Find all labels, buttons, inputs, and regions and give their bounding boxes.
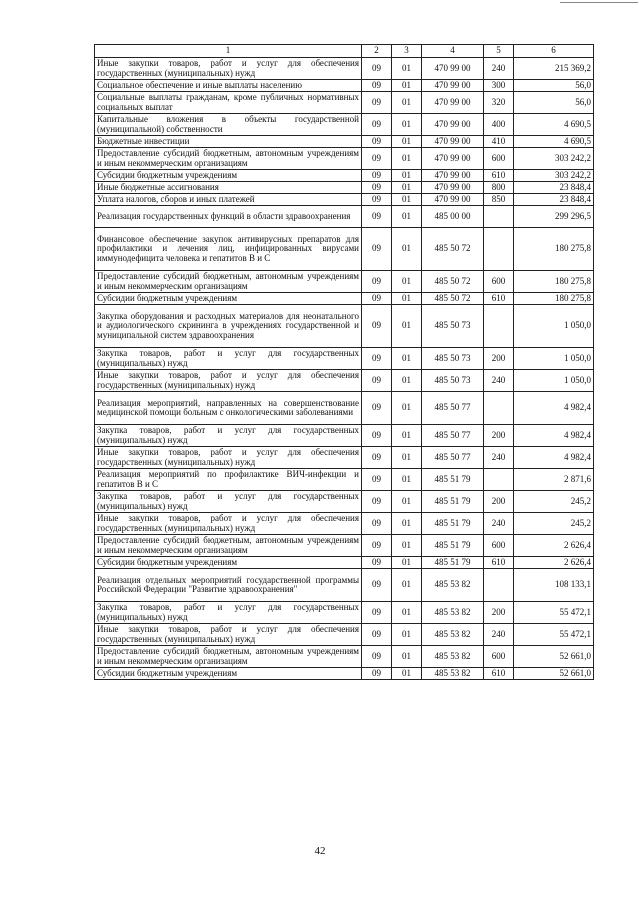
row-section-cell: 09 xyxy=(362,58,392,80)
row-name-cell: Закупка товаров, работ и услуг для государственных (муниципальных) нужд xyxy=(95,348,362,370)
row-amount-cell: 1 050,0 xyxy=(514,370,594,392)
row-section-cell: 09 xyxy=(362,602,392,624)
row-expense-type-cell: 320 xyxy=(484,92,514,114)
row-name-cell: Социальные выплаты гражданам, кроме публичных нормативных социальных выплат xyxy=(95,92,362,114)
row-target-article-cell: 485 51 79 xyxy=(422,535,484,557)
row-subsection-cell: 01 xyxy=(392,447,422,469)
row-expense-type-cell: 610 xyxy=(484,668,514,680)
scan-edge-mark xyxy=(560,2,638,5)
row-expense-type-cell xyxy=(484,392,514,425)
row-expense-type-cell: 850 xyxy=(484,194,514,206)
row-target-article-cell: 470 99 00 xyxy=(422,136,484,148)
row-name-cell: Субсидии бюджетным учреждениям xyxy=(95,557,362,569)
row-name-cell: Субсидии бюджетным учреждениям xyxy=(95,293,362,305)
row-subsection-cell: 01 xyxy=(392,80,422,92)
row-amount-cell: 4 690,5 xyxy=(514,136,594,148)
row-section-cell: 09 xyxy=(362,392,392,425)
row-amount-cell: 180 275,8 xyxy=(514,271,594,293)
header-row xyxy=(95,45,594,58)
row-expense-type-cell: 600 xyxy=(484,271,514,293)
row-name-cell: Иные бюджетные ассигнования xyxy=(95,182,362,194)
row-target-article-cell: 485 51 79 xyxy=(422,491,484,513)
row-target-article-cell: 470 99 00 xyxy=(422,114,484,136)
row-amount-cell: 108 133,1 xyxy=(514,569,594,602)
row-target-article-cell: 485 51 79 xyxy=(422,469,484,491)
row-section-cell: 09 xyxy=(362,646,392,668)
table-row xyxy=(95,557,594,569)
row-target-article-cell: 485 50 73 xyxy=(422,370,484,392)
row-expense-type-cell: 600 xyxy=(484,646,514,668)
row-section-cell: 09 xyxy=(362,569,392,602)
row-expense-type-cell: 200 xyxy=(484,348,514,370)
row-section-cell: 09 xyxy=(362,206,392,228)
row-subsection-cell: 01 xyxy=(392,92,422,114)
header-cell-target-article: 4 xyxy=(422,45,484,58)
row-target-article-cell: 485 50 77 xyxy=(422,392,484,425)
row-target-article-cell: 470 99 00 xyxy=(422,92,484,114)
row-amount-cell: 2 871,6 xyxy=(514,469,594,491)
row-section-cell: 09 xyxy=(362,370,392,392)
row-section-cell: 09 xyxy=(362,305,392,348)
row-amount-cell: 55 472,1 xyxy=(514,624,594,646)
table-row xyxy=(95,370,594,392)
row-target-article-cell: 470 99 00 xyxy=(422,148,484,170)
row-name-cell: Реализация мероприятий по профилактике ВИЧ-инфекции и гепатитов В и С xyxy=(95,469,362,491)
row-expense-type-cell: 300 xyxy=(484,80,514,92)
row-section-cell: 09 xyxy=(362,513,392,535)
row-subsection-cell: 01 xyxy=(392,305,422,348)
row-expense-type-cell xyxy=(484,305,514,348)
row-subsection-cell: 01 xyxy=(392,569,422,602)
row-expense-type-cell: 800 xyxy=(484,182,514,194)
row-section-cell: 09 xyxy=(362,92,392,114)
row-amount-cell: 180 275,8 xyxy=(514,293,594,305)
row-subsection-cell: 01 xyxy=(392,182,422,194)
row-amount-cell: 245,2 xyxy=(514,513,594,535)
table-row xyxy=(95,668,594,680)
row-expense-type-cell: 410 xyxy=(484,136,514,148)
row-subsection-cell: 01 xyxy=(392,491,422,513)
table-body xyxy=(95,45,594,680)
row-name-cell: Реализация мероприятий, направленных на совершенствование медицинской помощи больным с онкологическими заболеваниями xyxy=(95,392,362,425)
row-expense-type-cell: 400 xyxy=(484,114,514,136)
table-row xyxy=(95,92,594,114)
table-row xyxy=(95,624,594,646)
row-expense-type-cell: 600 xyxy=(484,148,514,170)
row-section-cell: 09 xyxy=(362,194,392,206)
row-name-cell: Закупка оборудования и расходных материалов для неонатального и аудиологического скрининга в учреждениях государственной и муниципальной систем здравоохранения xyxy=(95,305,362,348)
table-row xyxy=(95,228,594,271)
row-name-cell: Предоставление субсидий бюджетным, автономным учреждениям и иным некоммерческим организациям xyxy=(95,271,362,293)
row-subsection-cell: 01 xyxy=(392,148,422,170)
table-row xyxy=(95,206,594,228)
row-subsection-cell: 01 xyxy=(392,348,422,370)
table-row xyxy=(95,80,594,92)
row-amount-cell: 52 661,0 xyxy=(514,668,594,680)
row-target-article-cell: 470 99 00 xyxy=(422,58,484,80)
table-row xyxy=(95,425,594,447)
row-target-article-cell: 485 51 79 xyxy=(422,557,484,569)
header-cell-section: 2 xyxy=(362,45,392,58)
row-section-cell: 09 xyxy=(362,114,392,136)
row-amount-cell: 4 982,4 xyxy=(514,425,594,447)
table-row xyxy=(95,148,594,170)
row-target-article-cell: 485 00 00 xyxy=(422,206,484,228)
table-row xyxy=(95,170,594,182)
row-target-article-cell: 485 50 73 xyxy=(422,305,484,348)
table-row xyxy=(95,447,594,469)
row-name-cell: Финансовое обеспечение закупок антивирусных препаратов для профилактики и лечения лиц, инфицированных вирусами иммунодефицита человека и гепатитов В и С xyxy=(95,228,362,271)
row-name-cell: Предоставление субсидий бюджетным, автономным учреждениям и иным некоммерческим организациям xyxy=(95,148,362,170)
row-expense-type-cell: 240 xyxy=(484,513,514,535)
row-name-cell: Субсидии бюджетным учреждениям xyxy=(95,668,362,680)
row-section-cell: 09 xyxy=(362,491,392,513)
row-expense-type-cell: 200 xyxy=(484,425,514,447)
row-subsection-cell: 01 xyxy=(392,271,422,293)
row-subsection-cell: 01 xyxy=(392,170,422,182)
row-subsection-cell: 01 xyxy=(392,194,422,206)
row-section-cell: 09 xyxy=(362,80,392,92)
row-amount-cell: 2 626,4 xyxy=(514,535,594,557)
table-row xyxy=(95,271,594,293)
row-amount-cell: 4 690,5 xyxy=(514,114,594,136)
row-amount-cell: 56,0 xyxy=(514,80,594,92)
row-expense-type-cell: 600 xyxy=(484,535,514,557)
row-name-cell: Закупка товаров, работ и услуг для государственных (муниципальных) нужд xyxy=(95,602,362,624)
row-target-article-cell: 485 53 82 xyxy=(422,624,484,646)
row-target-article-cell: 470 99 00 xyxy=(422,170,484,182)
row-subsection-cell: 01 xyxy=(392,646,422,668)
row-section-cell: 09 xyxy=(362,228,392,271)
table-row xyxy=(95,348,594,370)
row-amount-cell: 303 242,2 xyxy=(514,148,594,170)
row-section-cell: 09 xyxy=(362,148,392,170)
row-target-article-cell: 485 50 77 xyxy=(422,425,484,447)
row-name-cell: Социальное обеспечение и иные выплаты населению xyxy=(95,80,362,92)
row-amount-cell: 215 369,2 xyxy=(514,58,594,80)
row-amount-cell: 4 982,4 xyxy=(514,392,594,425)
row-target-article-cell: 485 50 77 xyxy=(422,447,484,469)
row-section-cell: 09 xyxy=(362,182,392,194)
table-row xyxy=(95,535,594,557)
row-name-cell: Иные закупки товаров, работ и услуг для обеспечения государственных (муниципальных) нужд xyxy=(95,513,362,535)
row-section-cell: 09 xyxy=(362,469,392,491)
row-expense-type-cell: 610 xyxy=(484,293,514,305)
row-subsection-cell: 01 xyxy=(392,114,422,136)
row-subsection-cell: 01 xyxy=(392,228,422,271)
row-section-cell: 09 xyxy=(362,348,392,370)
row-subsection-cell: 01 xyxy=(392,425,422,447)
row-amount-cell: 23 848,4 xyxy=(514,182,594,194)
row-name-cell: Субсидии бюджетным учреждениям xyxy=(95,170,362,182)
row-name-cell: Капитальные вложения в объекты государственной (муниципальной) собственности xyxy=(95,114,362,136)
row-section-cell: 09 xyxy=(362,447,392,469)
row-section-cell: 09 xyxy=(362,170,392,182)
table-row xyxy=(95,646,594,668)
row-expense-type-cell: 240 xyxy=(484,370,514,392)
row-name-cell: Иные закупки товаров, работ и услуг для обеспечения государственных (муниципальных) нужд xyxy=(95,624,362,646)
row-amount-cell: 245,2 xyxy=(514,491,594,513)
row-subsection-cell: 01 xyxy=(392,293,422,305)
table-row xyxy=(95,136,594,148)
row-section-cell: 09 xyxy=(362,668,392,680)
row-target-article-cell: 470 99 00 xyxy=(422,80,484,92)
row-subsection-cell: 01 xyxy=(392,136,422,148)
budget-table xyxy=(94,44,594,680)
row-subsection-cell: 01 xyxy=(392,392,422,425)
row-section-cell: 09 xyxy=(362,557,392,569)
row-expense-type-cell xyxy=(484,206,514,228)
table-row xyxy=(95,569,594,602)
header-cell-expense-type: 5 xyxy=(484,45,514,58)
row-subsection-cell: 01 xyxy=(392,668,422,680)
row-subsection-cell: 01 xyxy=(392,469,422,491)
row-name-cell: Иные закупки товаров, работ и услуг для обеспечения государственных (муниципальных) нужд xyxy=(95,370,362,392)
row-expense-type-cell xyxy=(484,228,514,271)
row-expense-type-cell: 240 xyxy=(484,624,514,646)
row-expense-type-cell: 200 xyxy=(484,602,514,624)
row-target-article-cell: 485 53 82 xyxy=(422,569,484,602)
row-target-article-cell: 485 50 72 xyxy=(422,271,484,293)
row-name-cell: Бюджетные инвестиции xyxy=(95,136,362,148)
row-name-cell: Предоставление субсидий бюджетным, автономным учреждениям и иным некоммерческим организациям xyxy=(95,535,362,557)
table-row xyxy=(95,513,594,535)
row-amount-cell: 299 296,5 xyxy=(514,206,594,228)
table-row xyxy=(95,305,594,348)
row-subsection-cell: 01 xyxy=(392,58,422,80)
table-row xyxy=(95,293,594,305)
row-name-cell: Предоставление субсидий бюджетным, автономным учреждениям и иным некоммерческим организациям xyxy=(95,646,362,668)
row-target-article-cell: 485 50 73 xyxy=(422,348,484,370)
row-target-article-cell: 485 51 79 xyxy=(422,513,484,535)
row-amount-cell: 303 242,2 xyxy=(514,170,594,182)
table-row xyxy=(95,602,594,624)
row-amount-cell: 2 626,4 xyxy=(514,557,594,569)
row-amount-cell: 23 848,4 xyxy=(514,194,594,206)
row-amount-cell: 55 472,1 xyxy=(514,602,594,624)
row-target-article-cell: 485 50 72 xyxy=(422,228,484,271)
header-cell-name: 1 xyxy=(95,45,362,58)
row-target-article-cell: 485 53 82 xyxy=(422,602,484,624)
row-expense-type-cell xyxy=(484,569,514,602)
row-expense-type-cell xyxy=(484,469,514,491)
row-subsection-cell: 01 xyxy=(392,513,422,535)
table-row xyxy=(95,114,594,136)
row-subsection-cell: 01 xyxy=(392,602,422,624)
row-name-cell: Уплата налогов, сборов и иных платежей xyxy=(95,194,362,206)
row-expense-type-cell: 610 xyxy=(484,170,514,182)
row-name-cell: Иные закупки товаров, работ и услуг для обеспечения государственных (муниципальных) нужд xyxy=(95,447,362,469)
header-cell-amount: 6 xyxy=(514,45,594,58)
row-subsection-cell: 01 xyxy=(392,624,422,646)
row-section-cell: 09 xyxy=(362,425,392,447)
row-expense-type-cell: 240 xyxy=(484,447,514,469)
row-target-article-cell: 470 99 00 xyxy=(422,194,484,206)
row-subsection-cell: 01 xyxy=(392,206,422,228)
row-amount-cell: 4 982,4 xyxy=(514,447,594,469)
row-target-article-cell: 485 50 72 xyxy=(422,293,484,305)
page-number: 42 xyxy=(314,845,326,857)
header-cell-subsection: 3 xyxy=(392,45,422,58)
table-row xyxy=(95,194,594,206)
table-row xyxy=(95,469,594,491)
row-section-cell: 09 xyxy=(362,136,392,148)
table-row xyxy=(95,58,594,80)
row-expense-type-cell: 240 xyxy=(484,58,514,80)
row-section-cell: 09 xyxy=(362,535,392,557)
row-target-article-cell: 485 53 82 xyxy=(422,668,484,680)
row-name-cell: Закупка товаров, работ и услуг для государственных (муниципальных) нужд xyxy=(95,425,362,447)
row-amount-cell: 1 050,0 xyxy=(514,348,594,370)
row-amount-cell: 52 661,0 xyxy=(514,646,594,668)
row-subsection-cell: 01 xyxy=(392,535,422,557)
row-target-article-cell: 485 53 82 xyxy=(422,646,484,668)
table-row xyxy=(95,182,594,194)
row-name-cell: Реализация отдельных мероприятий государственной программы Российской Федерации "Развитие здравоохранения" xyxy=(95,569,362,602)
row-amount-cell: 56,0 xyxy=(514,92,594,114)
row-section-cell: 09 xyxy=(362,624,392,646)
row-name-cell: Иные закупки товаров, работ и услуг для обеспечения государственных (муниципальных) нужд xyxy=(95,58,362,80)
row-name-cell: Закупка товаров, работ и услуг для государственных (муниципальных) нужд xyxy=(95,491,362,513)
row-expense-type-cell: 200 xyxy=(484,491,514,513)
row-subsection-cell: 01 xyxy=(392,557,422,569)
row-section-cell: 09 xyxy=(362,271,392,293)
row-name-cell: Реализация государственных функций в области здравоохранения xyxy=(95,206,362,228)
row-expense-type-cell: 610 xyxy=(484,557,514,569)
row-amount-cell: 1 050,0 xyxy=(514,305,594,348)
row-subsection-cell: 01 xyxy=(392,370,422,392)
row-amount-cell: 180 275,8 xyxy=(514,228,594,271)
table-row xyxy=(95,491,594,513)
row-target-article-cell: 470 99 00 xyxy=(422,182,484,194)
table-row xyxy=(95,392,594,425)
row-section-cell: 09 xyxy=(362,293,392,305)
